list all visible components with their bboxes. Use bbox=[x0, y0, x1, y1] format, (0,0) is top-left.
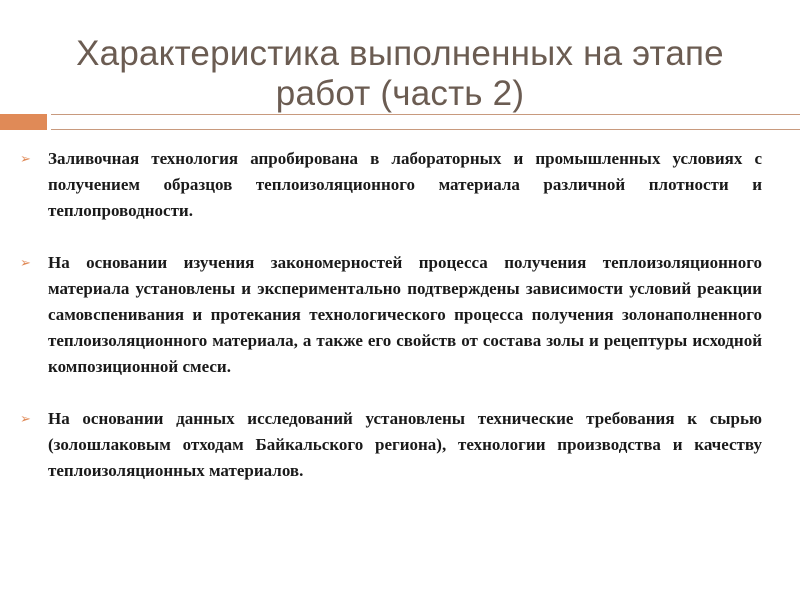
arrow-bullet-icon: ➢ bbox=[20, 256, 31, 271]
arrow-bullet-icon: ➢ bbox=[20, 152, 31, 167]
bullet-text-1: Заливочная технология апробирована в лабораторных и промышленных условиях с получением образцов теплоизоляционного материала различной плотности и теплопроводности. bbox=[48, 149, 762, 220]
slide-title: Характеристика выполненных на этапе работ (часть 2) bbox=[76, 34, 724, 113]
bullet-text-3: На основании данных исследований установлены технические требования к сырью (золошлаковым отходам Байкальского региона), технологии производства и качеству теплоизоляционных материалов. bbox=[48, 409, 762, 480]
accent-bar-right bbox=[51, 114, 800, 130]
bullet-text-2: На основании изучения закономерностей процесса получения теплоизоляционного материала установлены и экспериментально подтверждены зависимости условий реакции самовспенивания и протекания технологического процесса получения золонаполненного теплоизоляционного материала, а также его свойств от состава золы и рецептуры исходной композиционной смеси. bbox=[48, 253, 762, 376]
bullet-list bbox=[20, 146, 762, 510]
bullet-point-3 bbox=[20, 406, 762, 484]
bullet-point-1 bbox=[20, 146, 762, 224]
bullet-point-2 bbox=[20, 250, 762, 380]
arrow-bullet-icon: ➢ bbox=[20, 412, 31, 427]
accent-bar-left bbox=[0, 114, 47, 130]
